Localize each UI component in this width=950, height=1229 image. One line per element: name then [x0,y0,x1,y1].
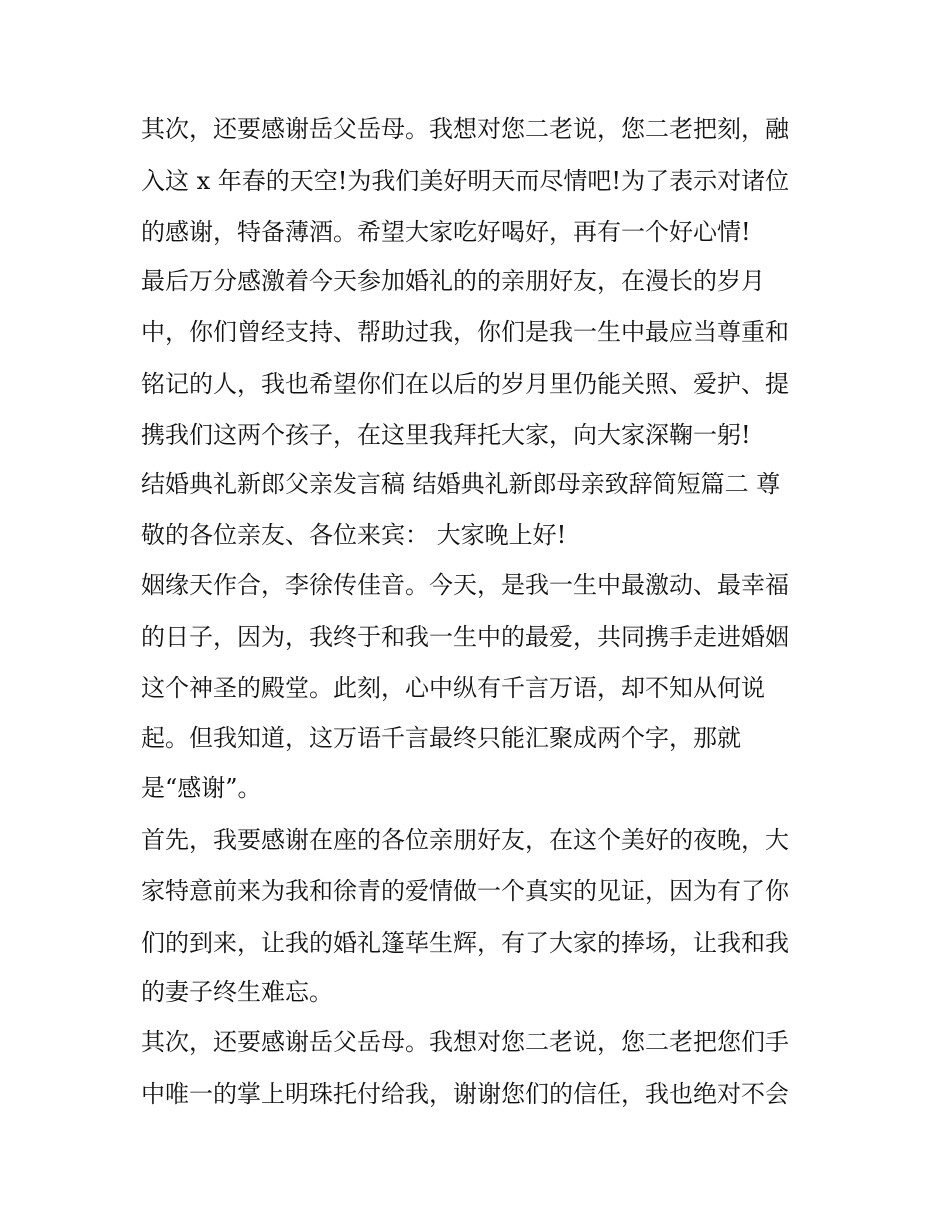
text-line: 入这 x 年春的天空!为我们美好明天而尽情吧!为了表示对诸位 [141,167,790,195]
text-line: 是“感谢”。 [141,774,262,802]
text-line: 首先，我要感谢在座的各位亲朋好友，在这个美好的夜晚，大 [141,826,789,854]
text-line: 携我们这两个孩子，在这里我拜托大家，向大家深鞠一躬! [141,421,751,449]
text-line: 中，你们曾经支持、帮助过我，你们是我一生中最应当尊重和 [141,318,789,346]
text-line: 姻缘天作合，李徐传佳音。今天，是我一生中最激动、最幸福 [141,571,789,599]
text-line: 最后万分感激着今天参加婚礼的的亲朋好友，在漫长的岁月 [141,267,765,295]
text-line: 铭记的人，我也希望你们在以后的岁月里仍能关照、爱护、提 [141,370,789,398]
text-line: 中唯一的掌上明珠托付给我，谢谢您们的信任，我也绝对不会 [141,1080,789,1108]
text-line: 其次，还要感谢岳父岳母。我想对您二老说，您二老把刻，融 [141,115,789,143]
text-line: 敬的各位亲友、各位来宾： 大家晚上好! [141,521,567,549]
text-line: 家特意前来为我和徐青的爱情做一个真实的见证，因为有了你 [141,877,789,905]
text-line: 的感谢，特备薄酒。希望大家吃好喝好，再有一个好心情! [141,218,751,246]
text-line: 的日子，因为，我终于和我一生中的最爱，共同携手走进婚姻 [141,623,789,651]
text-line: 其次，还要感谢岳父岳母。我想对您二老说，您二老把您们手 [141,1028,789,1056]
text-line: 结婚典礼新郎父亲发言稿 结婚典礼新郎母亲致辞简短篇二 尊 [141,470,781,498]
text-line: 这个神圣的殿堂。此刻，心中纵有千言万语，却不知从何说 [141,674,765,702]
text-line: 们的到来，让我的婚礼篷荜生辉，有了大家的捧场，让我和我 [141,929,789,957]
text-line: 起。但我知道，这万语千言最终只能汇聚成两个字，那就 [141,724,741,752]
text-line: 的妻子终生难忘。 [141,978,333,1006]
